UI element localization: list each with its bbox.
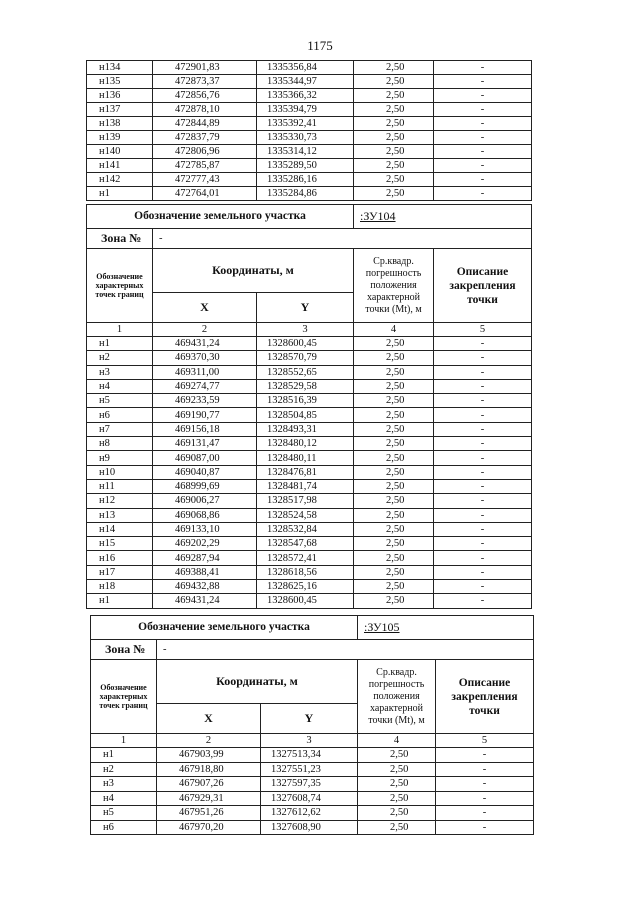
description-cell: - — [434, 551, 532, 565]
x-cell: 469006,27 — [153, 494, 257, 508]
description-header: Описание закрепления точки — [436, 660, 534, 734]
accuracy-cell: 2,50 — [354, 145, 434, 159]
point-id-cell: н14 — [87, 522, 153, 536]
coordinates-header: Координаты, м — [153, 249, 354, 293]
point-id-cell: н2 — [91, 762, 157, 777]
table-row — [87, 551, 532, 565]
accuracy-cell: 2,50 — [358, 762, 436, 777]
table-row — [87, 537, 532, 551]
table-row — [87, 145, 532, 159]
point-id-cell: н1 — [87, 594, 153, 608]
accuracy-cell: 2,50 — [354, 580, 434, 594]
description-cell: - — [434, 451, 532, 465]
accuracy-cell: 2,50 — [354, 187, 434, 201]
accuracy-cell: 2,50 — [354, 437, 434, 451]
point-id-cell: н6 — [87, 408, 153, 422]
description-cell: - — [434, 337, 532, 351]
description-cell: - — [434, 394, 532, 408]
description-cell: - — [434, 159, 532, 173]
point-id-cell: н6 — [91, 820, 157, 835]
y-cell: 1328504,85 — [257, 408, 354, 422]
y-cell: 1328625,16 — [257, 580, 354, 594]
description-cell: - — [434, 522, 532, 536]
y-cell: 1328618,56 — [257, 565, 354, 579]
x-cell: 469087,00 — [153, 451, 257, 465]
accuracy-header: Ср.квадр. погрешность положения характерной точки (Mt), м — [358, 660, 436, 734]
point-id-cell: н12 — [87, 494, 153, 508]
x-cell: 469190,77 — [153, 408, 257, 422]
column-number: 1 — [91, 734, 157, 748]
table-row — [87, 379, 532, 393]
table-row — [87, 131, 532, 145]
x-cell: 469233,59 — [153, 394, 257, 408]
description-cell: - — [434, 89, 532, 103]
accuracy-cell: 2,50 — [354, 422, 434, 436]
y-cell: 1335330,73 — [257, 131, 354, 145]
description-cell: - — [436, 748, 534, 763]
table-row — [91, 777, 534, 792]
column-number: 1 — [87, 323, 153, 337]
table-row — [91, 806, 534, 821]
zone-value: - — [157, 640, 534, 660]
y-cell: 1328532,84 — [257, 522, 354, 536]
coords-table-continued — [86, 60, 532, 201]
zu105-table — [90, 615, 534, 835]
accuracy-cell: 2,50 — [354, 508, 434, 522]
x-cell: 472856,76 — [153, 89, 257, 103]
y-cell: 1328600,45 — [257, 337, 354, 351]
x-cell: 469274,77 — [153, 379, 257, 393]
accuracy-cell: 2,50 — [354, 365, 434, 379]
point-id-cell: н10 — [87, 465, 153, 479]
table-row — [87, 75, 532, 89]
x-cell: 472777,43 — [153, 173, 257, 187]
description-cell: - — [434, 537, 532, 551]
description-cell: - — [436, 806, 534, 821]
column-number: 3 — [261, 734, 358, 748]
table-row — [87, 594, 532, 608]
accuracy-cell: 2,50 — [354, 551, 434, 565]
column-number: 4 — [358, 734, 436, 748]
description-header: Описание закрепления точки — [434, 249, 532, 323]
y-cell: 1335289,50 — [257, 159, 354, 173]
y-cell: 1328481,74 — [257, 479, 354, 493]
point-id-cell: н135 — [87, 75, 153, 89]
point-id-cell: н15 — [87, 537, 153, 551]
point-id-cell: н16 — [87, 551, 153, 565]
x-cell: 468999,69 — [153, 479, 257, 493]
x-cell: 467918,80 — [157, 762, 261, 777]
accuracy-cell: 2,50 — [358, 820, 436, 835]
description-cell: - — [434, 75, 532, 89]
y-cell: 1328476,81 — [257, 465, 354, 479]
point-id-cell: н13 — [87, 508, 153, 522]
point-id-cell: н5 — [87, 394, 153, 408]
point-id-cell: н8 — [87, 437, 153, 451]
description-cell: - — [434, 408, 532, 422]
table-row — [87, 408, 532, 422]
y-cell: 1328529,58 — [257, 379, 354, 393]
table-row — [87, 365, 532, 379]
accuracy-cell: 2,50 — [354, 337, 434, 351]
x-cell: 467907,26 — [157, 777, 261, 792]
description-cell: - — [434, 351, 532, 365]
accuracy-cell: 2,50 — [354, 522, 434, 536]
land-plot-id: :ЗУ104 — [354, 205, 532, 229]
y-cell: 1335394,79 — [257, 103, 354, 117]
point-id-cell: н1 — [87, 337, 153, 351]
point-id-cell: н137 — [87, 103, 153, 117]
description-cell: - — [434, 131, 532, 145]
point-id-cell: н136 — [87, 89, 153, 103]
y-cell: 1335392,41 — [257, 117, 354, 131]
description-cell: - — [434, 422, 532, 436]
point-id-cell: н4 — [91, 791, 157, 806]
table-row — [87, 508, 532, 522]
y-cell: 1335366,32 — [257, 89, 354, 103]
table-row — [87, 89, 532, 103]
zu104-table — [86, 204, 532, 609]
description-cell: - — [434, 173, 532, 187]
column-number: 5 — [434, 323, 532, 337]
y-cell: 1335356,84 — [257, 61, 354, 75]
accuracy-cell: 2,50 — [354, 494, 434, 508]
point-id-cell: н2 — [87, 351, 153, 365]
table-row — [91, 748, 534, 763]
y-cell: 1328516,39 — [257, 394, 354, 408]
description-cell: - — [436, 777, 534, 792]
description-cell: - — [434, 379, 532, 393]
accuracy-cell: 2,50 — [354, 131, 434, 145]
y-cell: 1335344,97 — [257, 75, 354, 89]
land-plot-id: :ЗУ105 — [358, 616, 534, 640]
y-cell: 1327551,23 — [261, 762, 358, 777]
accuracy-cell: 2,50 — [354, 379, 434, 393]
y-cell: 1335314,12 — [257, 145, 354, 159]
table-row — [87, 422, 532, 436]
accuracy-cell: 2,50 — [358, 806, 436, 821]
description-cell: - — [434, 61, 532, 75]
x-cell: 467903,99 — [157, 748, 261, 763]
point-id-cell: н7 — [87, 422, 153, 436]
description-cell: - — [434, 145, 532, 159]
y-cell: 1327513,34 — [261, 748, 358, 763]
point-header: Обозначение характерных точек границ — [91, 660, 157, 734]
accuracy-cell: 2,50 — [354, 594, 434, 608]
coordinates-header: Координаты, м — [157, 660, 358, 704]
accuracy-cell: 2,50 — [354, 89, 434, 103]
point-id-cell: н138 — [87, 117, 153, 131]
point-id-cell: н3 — [91, 777, 157, 792]
x-cell: 469388,41 — [153, 565, 257, 579]
x-cell: 469431,24 — [153, 594, 257, 608]
table-row — [87, 580, 532, 594]
point-id-cell: н17 — [87, 565, 153, 579]
accuracy-cell: 2,50 — [358, 748, 436, 763]
point-id-cell: н1 — [87, 187, 153, 201]
column-number: 3 — [257, 323, 354, 337]
description-cell: - — [436, 791, 534, 806]
description-cell: - — [434, 565, 532, 579]
x-cell: 469287,94 — [153, 551, 257, 565]
table-row — [87, 522, 532, 536]
x-cell: 469131,47 — [153, 437, 257, 451]
description-cell: - — [434, 479, 532, 493]
table-row — [87, 437, 532, 451]
table-row — [87, 351, 532, 365]
accuracy-cell: 2,50 — [354, 537, 434, 551]
table-row — [87, 451, 532, 465]
point-header: Обозначение характерных точек границ — [87, 249, 153, 323]
description-cell: - — [434, 365, 532, 379]
table-row — [87, 61, 532, 75]
accuracy-cell: 2,50 — [354, 117, 434, 131]
accuracy-cell: 2,50 — [354, 173, 434, 187]
x-cell: 472837,79 — [153, 131, 257, 145]
x-cell: 469432,88 — [153, 580, 257, 594]
point-id-cell: н3 — [87, 365, 153, 379]
accuracy-cell: 2,50 — [358, 777, 436, 792]
point-id-cell: н139 — [87, 131, 153, 145]
x-cell: 472806,96 — [153, 145, 257, 159]
description-cell: - — [434, 117, 532, 131]
table-row — [91, 820, 534, 835]
table-row — [87, 337, 532, 351]
y-cell: 1335284,86 — [257, 187, 354, 201]
y-cell: 1328572,41 — [257, 551, 354, 565]
y-cell: 1328570,79 — [257, 351, 354, 365]
column-number: 4 — [354, 323, 434, 337]
page-number: 1175 — [307, 38, 333, 53]
accuracy-header: Ср.квадр. погрешность положения характерной точки (Mt), м — [354, 249, 434, 323]
description-cell: - — [434, 494, 532, 508]
x-cell: 467929,31 — [157, 791, 261, 806]
x-cell: 472844,89 — [153, 117, 257, 131]
x-cell: 469068,86 — [153, 508, 257, 522]
point-id-cell: н18 — [87, 580, 153, 594]
point-id-cell: н141 — [87, 159, 153, 173]
accuracy-cell: 2,50 — [354, 565, 434, 579]
y-cell: 1327612,62 — [261, 806, 358, 821]
table-row — [87, 103, 532, 117]
table-row — [87, 565, 532, 579]
x-header: X — [157, 704, 261, 734]
y-header: Y — [257, 293, 354, 323]
table-row — [87, 187, 532, 201]
x-cell: 469133,10 — [153, 522, 257, 536]
point-id-cell: н140 — [87, 145, 153, 159]
x-cell: 472878,10 — [153, 103, 257, 117]
zone-label: Зона № — [87, 229, 153, 249]
description-cell: - — [434, 508, 532, 522]
table-row — [87, 159, 532, 173]
point-id-cell: н9 — [87, 451, 153, 465]
point-id-cell: н134 — [87, 61, 153, 75]
y-cell: 1327608,90 — [261, 820, 358, 835]
y-cell: 1327597,35 — [261, 777, 358, 792]
x-cell: 469040,87 — [153, 465, 257, 479]
zone-value: - — [153, 229, 532, 249]
y-cell: 1328517,98 — [257, 494, 354, 508]
land-plot-label: Обозначение земельного участка — [91, 616, 358, 640]
table-row — [91, 762, 534, 777]
description-cell: - — [434, 103, 532, 117]
y-cell: 1335286,16 — [257, 173, 354, 187]
accuracy-cell: 2,50 — [354, 465, 434, 479]
x-cell: 472764,01 — [153, 187, 257, 201]
description-cell: - — [434, 465, 532, 479]
description-cell: - — [434, 187, 532, 201]
accuracy-cell: 2,50 — [354, 351, 434, 365]
land-plot-label: Обозначение земельного участка — [87, 205, 354, 229]
table-row — [87, 394, 532, 408]
point-id-cell: н1 — [91, 748, 157, 763]
y-cell: 1328600,45 — [257, 594, 354, 608]
y-cell: 1327608,74 — [261, 791, 358, 806]
x-cell: 472901,83 — [153, 61, 257, 75]
accuracy-cell: 2,50 — [354, 451, 434, 465]
description-cell: - — [436, 762, 534, 777]
point-id-cell: н142 — [87, 173, 153, 187]
table-row — [87, 117, 532, 131]
accuracy-cell: 2,50 — [354, 103, 434, 117]
column-number: 2 — [153, 323, 257, 337]
table-row — [87, 465, 532, 479]
column-number: 2 — [157, 734, 261, 748]
table-row — [87, 479, 532, 493]
accuracy-cell: 2,50 — [354, 394, 434, 408]
zone-label: Зона № — [91, 640, 157, 660]
y-cell: 1328547,68 — [257, 537, 354, 551]
description-cell: - — [434, 580, 532, 594]
accuracy-cell: 2,50 — [354, 61, 434, 75]
y-cell: 1328552,65 — [257, 365, 354, 379]
accuracy-cell: 2,50 — [354, 159, 434, 173]
x-cell: 469202,29 — [153, 537, 257, 551]
y-cell: 1328524,58 — [257, 508, 354, 522]
accuracy-cell: 2,50 — [354, 408, 434, 422]
point-id-cell: н4 — [87, 379, 153, 393]
x-cell: 469311,00 — [153, 365, 257, 379]
column-number: 5 — [436, 734, 534, 748]
y-header: Y — [261, 704, 358, 734]
x-cell: 472873,37 — [153, 75, 257, 89]
y-cell: 1328480,11 — [257, 451, 354, 465]
point-id-cell: н11 — [87, 479, 153, 493]
x-cell: 467951,26 — [157, 806, 261, 821]
x-cell: 472785,87 — [153, 159, 257, 173]
accuracy-cell: 2,50 — [354, 75, 434, 89]
x-cell: 469370,30 — [153, 351, 257, 365]
table-row — [91, 791, 534, 806]
x-header: X — [153, 293, 257, 323]
description-cell: - — [434, 594, 532, 608]
x-cell: 469431,24 — [153, 337, 257, 351]
table-row — [87, 173, 532, 187]
description-cell: - — [434, 437, 532, 451]
y-cell: 1328493,31 — [257, 422, 354, 436]
accuracy-cell: 2,50 — [354, 479, 434, 493]
y-cell: 1328480,12 — [257, 437, 354, 451]
accuracy-cell: 2,50 — [358, 791, 436, 806]
description-cell: - — [436, 820, 534, 835]
x-cell: 469156,18 — [153, 422, 257, 436]
point-id-cell: н5 — [91, 806, 157, 821]
table-row — [87, 494, 532, 508]
x-cell: 467970,20 — [157, 820, 261, 835]
